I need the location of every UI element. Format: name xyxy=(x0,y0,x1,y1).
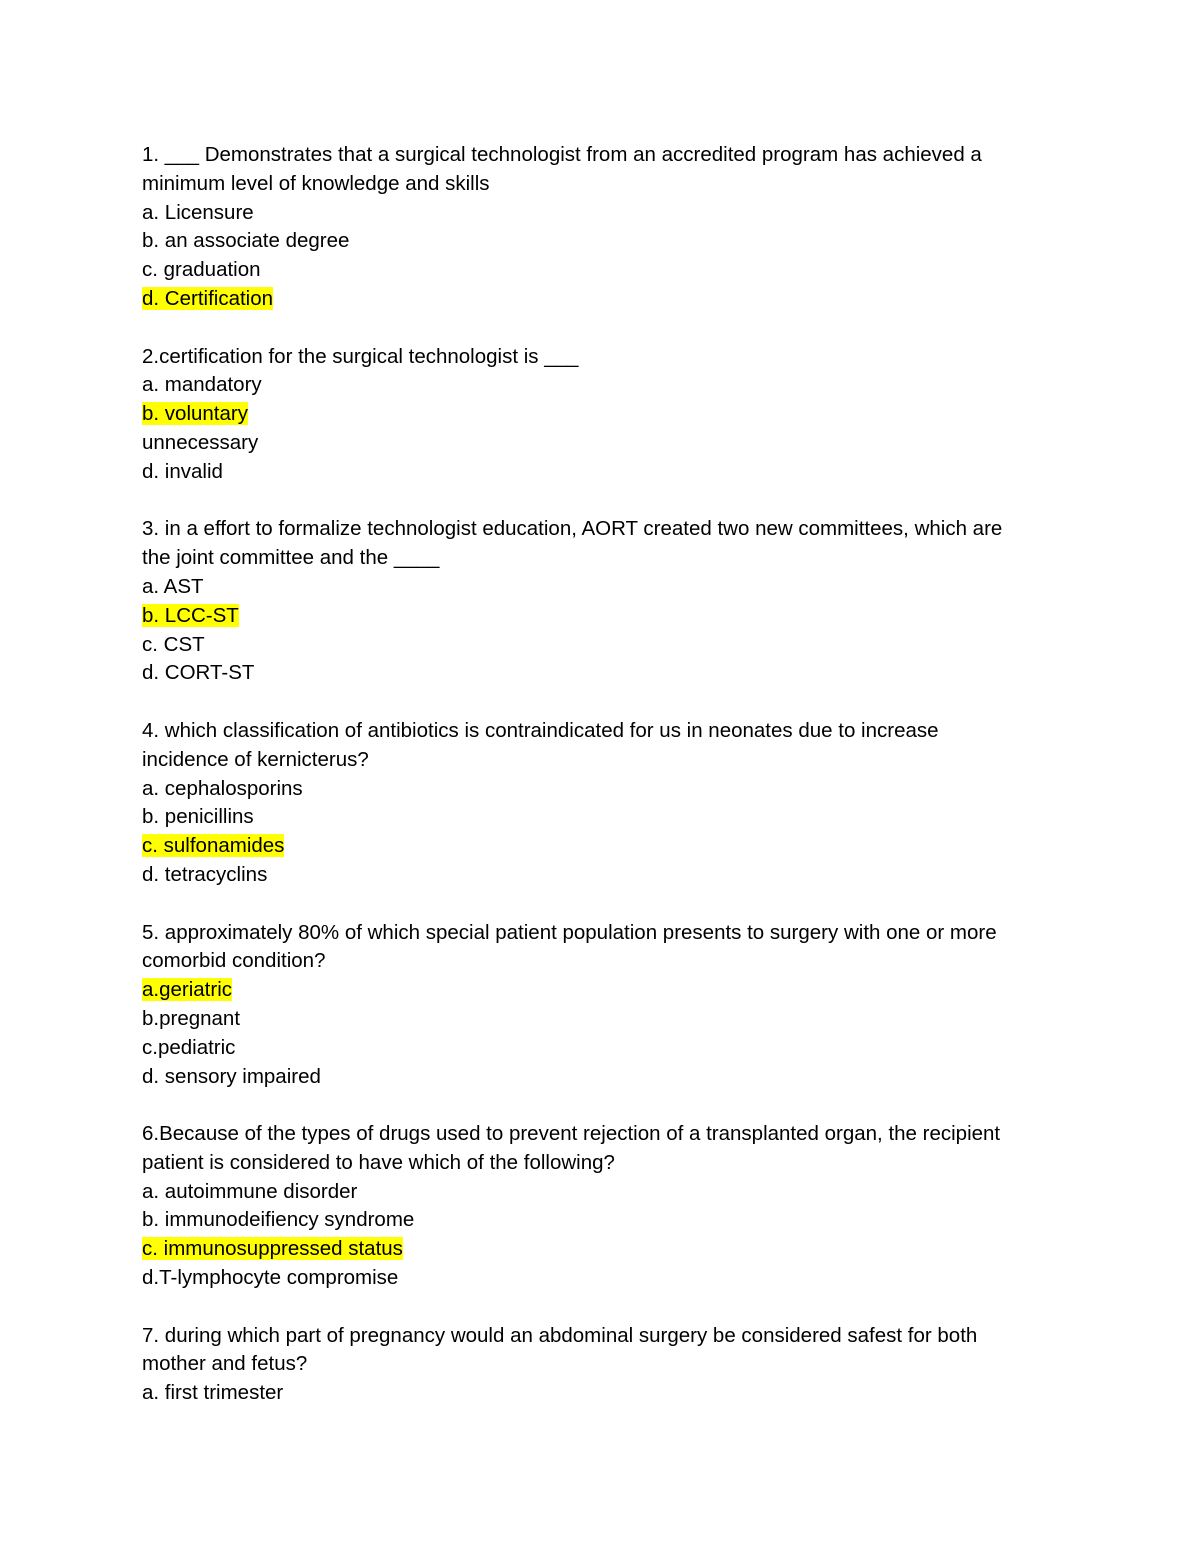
line-text: patient is considered to have which of the following? xyxy=(142,1150,615,1174)
question-line xyxy=(142,832,1102,861)
line-text: a. autoimmune disorder xyxy=(142,1179,358,1203)
question-block-2 xyxy=(142,343,1102,487)
line-text: incidence of kernicterus? xyxy=(142,747,369,771)
question-line xyxy=(142,803,1102,832)
line-text: a. AST xyxy=(142,574,204,598)
question-line xyxy=(142,573,1102,602)
question-line xyxy=(142,429,1102,458)
line-text: b. penicillins xyxy=(142,805,254,829)
line-text: a. cephalosporins xyxy=(142,776,303,800)
question-line xyxy=(142,170,1102,199)
question-text-line xyxy=(142,515,1102,544)
question-line xyxy=(142,1034,1102,1063)
line-text: 3. in a effort to formalize technologist education, AORT created two new committees, which are xyxy=(142,517,1003,541)
highlighted-answer: b. voluntary xyxy=(142,402,248,426)
question-line xyxy=(142,544,1102,573)
question-line xyxy=(142,861,1102,890)
line-text: c. graduation xyxy=(142,258,261,282)
question-block-1 xyxy=(142,141,1102,314)
line-text: mother and fetus? xyxy=(142,1352,308,1376)
question-text-line xyxy=(142,1322,1102,1351)
question-text-line xyxy=(142,1120,1102,1149)
question-line xyxy=(142,400,1102,429)
line-text: a. Licensure xyxy=(142,200,254,224)
highlighted-answer: d. Certification xyxy=(142,286,274,310)
line-text: b. an associate degree xyxy=(142,229,350,253)
highlighted-answer: c. sulfonamides xyxy=(142,834,285,858)
line-text: d. tetracyclins xyxy=(142,862,268,886)
line-text: 2.certification for the surgical technologist is ___ xyxy=(142,344,579,368)
highlighted-answer: b. LCC-ST xyxy=(142,603,239,627)
question-line xyxy=(142,659,1102,688)
line-text: d. CORT-ST xyxy=(142,661,255,685)
highlighted-answer: a.geriatric xyxy=(142,978,233,1002)
question-line xyxy=(142,1063,1102,1092)
line-text: d. invalid xyxy=(142,459,223,483)
question-text-line xyxy=(142,343,1102,372)
question-line xyxy=(142,602,1102,631)
question-line xyxy=(142,976,1102,1005)
question-block-4 xyxy=(142,717,1102,890)
question-block-7 xyxy=(142,1322,1102,1408)
highlighted-answer: c. immunosuppressed status xyxy=(142,1237,403,1261)
question-line xyxy=(142,1350,1102,1379)
question-line xyxy=(142,1178,1102,1207)
question-text-line xyxy=(142,141,1102,170)
question-line xyxy=(142,1264,1102,1293)
question-line xyxy=(142,746,1102,775)
question-line xyxy=(142,1149,1102,1178)
question-line xyxy=(142,371,1102,400)
line-text: minimum level of knowledge and skills xyxy=(142,171,490,195)
line-text: d. sensory impaired xyxy=(142,1064,321,1088)
question-line xyxy=(142,227,1102,256)
line-text: 5. approximately 80% of which special patient population presents to surgery with one or more xyxy=(142,920,997,944)
question-line xyxy=(142,1005,1102,1034)
line-text: b. immunodeifiency syndrome xyxy=(142,1208,415,1232)
question-line xyxy=(142,1235,1102,1264)
question-text-line xyxy=(142,919,1102,948)
question-line xyxy=(142,458,1102,487)
question-line xyxy=(142,775,1102,804)
question-line xyxy=(142,285,1102,314)
line-text: 6.Because of the types of drugs used to prevent rejection of a transplanted organ, the recipient xyxy=(142,1122,1001,1146)
line-text: 4. which classification of antibiotics is contraindicated for us in neonates due to increase xyxy=(142,718,939,742)
line-text: comorbid condition? xyxy=(142,949,326,973)
question-block-5 xyxy=(142,919,1102,1092)
line-text: 7. during which part of pregnancy would an abdominal surgery be considered safest for both xyxy=(142,1323,978,1347)
question-line xyxy=(142,631,1102,660)
line-text: a. mandatory xyxy=(142,373,262,397)
line-text: c.pediatric xyxy=(142,1035,236,1059)
line-text: 1. ___ Demonstrates that a surgical technologist from an accredited program has achieved a xyxy=(142,143,982,166)
question-line xyxy=(142,947,1102,976)
question-line xyxy=(142,199,1102,228)
question-line xyxy=(142,1379,1102,1408)
line-text: unnecessary xyxy=(142,430,259,454)
question-block-6 xyxy=(142,1120,1102,1293)
question-text-line xyxy=(142,717,1102,746)
line-text: d.T-lymphocyte compromise xyxy=(142,1266,399,1290)
line-text: the joint committee and the ____ xyxy=(142,546,440,570)
line-text: c. CST xyxy=(142,632,205,656)
question-block-3 xyxy=(142,515,1102,688)
question-line xyxy=(142,256,1102,285)
line-text: b.pregnant xyxy=(142,1006,241,1030)
document-page xyxy=(142,141,1102,1437)
question-line xyxy=(142,1206,1102,1235)
line-text: a. first trimester xyxy=(142,1381,284,1405)
